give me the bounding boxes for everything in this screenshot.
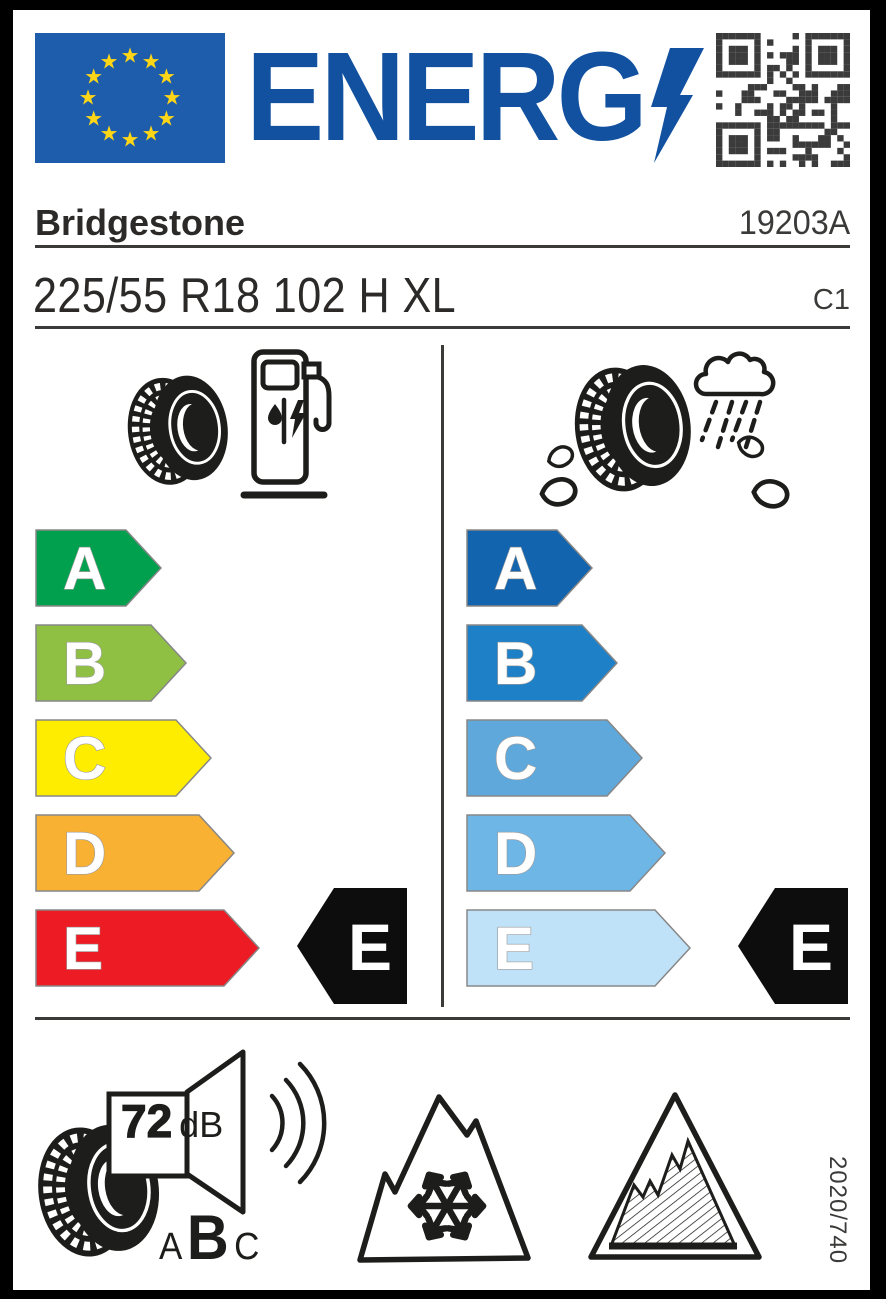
fuel-efficiency-rating-indicator <box>296 887 408 1005</box>
svg-text:A: A <box>494 535 538 602</box>
eu-star-icon: ★ <box>84 107 104 131</box>
wet-grip-rating-indicator <box>737 887 849 1005</box>
eu-star-icon: ★ <box>99 50 119 74</box>
svg-text:C: C <box>494 725 538 792</box>
fuel-grade-a-arrow <box>35 529 262 607</box>
eu-star-icon: ★ <box>78 86 98 110</box>
wet-grade-c-arrow <box>466 719 693 797</box>
eu-star-icon: ★ <box>120 44 140 68</box>
noise-class-c: C <box>233 1226 260 1268</box>
fuel-grade-b-arrow <box>35 624 262 702</box>
tire-size: 225/55 R18 102 H XL <box>33 269 457 323</box>
eu-star-icon: ★ <box>99 122 119 146</box>
eu-star-icon: ★ <box>84 65 104 89</box>
svg-text:D: D <box>63 820 107 887</box>
noise-db-number: 72 <box>121 1095 173 1147</box>
eu-star-icon: ★ <box>156 107 176 131</box>
eu-flag <box>35 33 225 163</box>
fuel-pump-icon <box>244 352 329 495</box>
eu-star-icon: ★ <box>141 122 161 146</box>
ice-grip-mountain-icon <box>585 1085 767 1265</box>
rain-cloud-icon <box>682 348 784 448</box>
tire-icon <box>122 371 234 489</box>
svg-text:E: E <box>494 915 535 982</box>
wet-grade-e-arrow <box>466 909 693 987</box>
qr-code <box>716 33 850 167</box>
divider-line <box>35 1017 850 1020</box>
divider-line <box>35 245 850 248</box>
svg-text:E: E <box>789 910 834 984</box>
svg-text:B: B <box>63 630 107 697</box>
wet-grade-a-arrow <box>466 529 693 607</box>
snowflake-mountain-3pmsf-icon <box>355 1088 540 1265</box>
tire-icon <box>569 359 699 495</box>
divider-line <box>35 326 850 329</box>
wet-grade-d-arrow <box>466 814 693 892</box>
noise-class-b-selected: B <box>187 1203 230 1273</box>
svg-text:B: B <box>494 630 538 697</box>
fuel-grade-d-arrow <box>35 814 262 892</box>
tire-class: C1 <box>812 284 850 316</box>
wet-grade-b-arrow <box>466 624 693 702</box>
svg-text:E: E <box>348 910 393 984</box>
regulation-number: 2020/740 <box>824 1155 851 1265</box>
fuel-efficiency-pictogram <box>118 346 330 508</box>
noise-db-unit: dB <box>179 1104 224 1145</box>
fuel-grade-e-arrow <box>35 909 262 987</box>
svg-text:E: E <box>63 915 104 982</box>
eu-star-icon: ★ <box>162 86 182 110</box>
eu-star-icon: ★ <box>120 128 140 152</box>
svg-text:C: C <box>63 725 107 792</box>
brand-name: Bridgestone <box>35 202 246 243</box>
eu-star-icon: ★ <box>156 65 176 89</box>
lightning-bolt-icon <box>646 48 704 163</box>
column-divider <box>441 345 444 1007</box>
noise-class-a: A <box>159 1226 183 1268</box>
label-id: 19203A <box>738 204 850 242</box>
eu-star-icon: ★ <box>141 50 161 74</box>
fuel-grade-c-arrow <box>35 719 262 797</box>
noise-class-scale <box>158 1202 260 1274</box>
svg-text:D: D <box>494 820 538 887</box>
sound-waves-icon <box>258 1050 353 1195</box>
noise-value <box>121 1094 223 1148</box>
svg-text:A: A <box>63 535 107 602</box>
energy-logo-text: ENERG <box>246 26 645 167</box>
